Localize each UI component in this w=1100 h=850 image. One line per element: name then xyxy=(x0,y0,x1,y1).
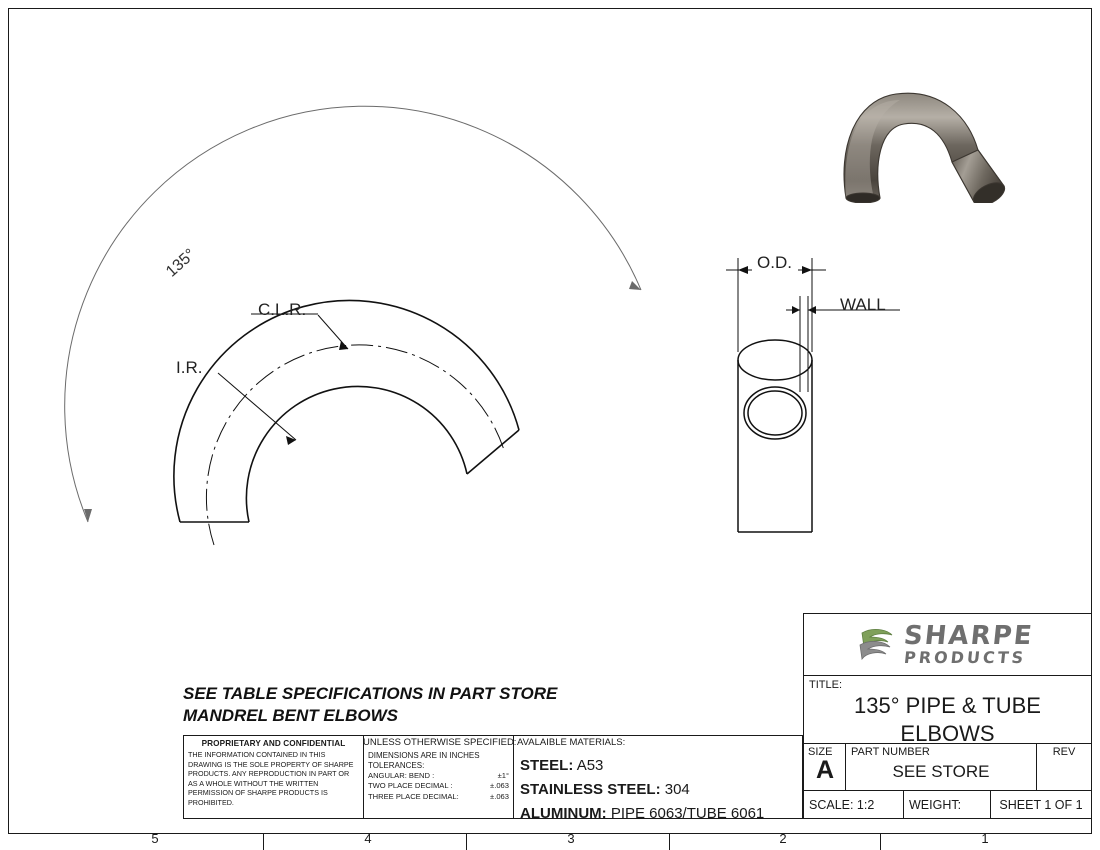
title-field xyxy=(804,676,1091,744)
size-field xyxy=(804,744,846,790)
angle-label: 135° xyxy=(163,245,199,281)
tolerance-row xyxy=(368,792,509,802)
tolerance-row xyxy=(368,771,509,781)
weight-value: WEIGHT: xyxy=(904,791,991,818)
title-block-row-3 xyxy=(804,791,1091,818)
material-label: STAINLESS STEEL: xyxy=(520,780,661,798)
tolerance-row-value: ±.063 xyxy=(490,781,509,791)
logo-wordmark xyxy=(902,621,1036,667)
size-value: A xyxy=(815,756,835,784)
sheet-value: SHEET 1 OF 1 xyxy=(999,797,1083,812)
pipe-end-view xyxy=(738,340,812,532)
angle-construction-arc xyxy=(65,106,641,522)
clr-label: C.L.R. xyxy=(258,300,307,319)
available-materials-header: AVALAIBLE MATERIALS: xyxy=(517,737,626,748)
material-row xyxy=(520,779,796,801)
title-value-line-2: ELBOWS xyxy=(900,720,995,746)
zone-label-2: 2 xyxy=(779,831,787,846)
tolerance-row-name: ANGULAR: BEND : xyxy=(368,771,435,780)
material-value: 304 xyxy=(664,780,690,798)
part-number-field xyxy=(846,744,1037,790)
title-label: TITLE: xyxy=(809,679,843,691)
tolerance-row-name: TWO PLACE DECIMAL : xyxy=(368,781,453,791)
notes-line-1: SEE TABLE SPECIFICATIONS IN PART STORE xyxy=(183,684,558,703)
material-value: A53 xyxy=(576,757,604,774)
title-block-row-2 xyxy=(804,744,1091,791)
tolerance-row-name: THREE PLACE DECIMAL: xyxy=(368,791,459,801)
tolerances-column xyxy=(363,736,517,818)
sharpe-logo-icon xyxy=(856,625,898,665)
tolerance-units: DIMENSIONS ARE IN INCHES xyxy=(368,751,480,760)
tolerance-row-value: ±1° xyxy=(497,771,509,780)
materials-column xyxy=(514,736,802,822)
proprietary-title: PROPRIETARY AND CONFIDENTIAL xyxy=(201,739,346,748)
title-value-line-1: 135° PIPE & TUBE xyxy=(854,693,1041,718)
tolerance-label: TOLERANCES: xyxy=(368,761,425,770)
part-number-value: SEE STORE xyxy=(892,762,990,781)
material-row xyxy=(520,755,796,777)
tolerance-row xyxy=(368,781,509,791)
proprietary-body: THE INFORMATION CONTAINED IN THIS DRAWING IS THE SOLE PROPERTY OF SHARPE PRODUCTS. ANY REPRODUCTION IN PART OR AS A WHOLE WITHOUT THE WRITTEN PERMISSION OF SHARPE PRODUCTS IS PROHIBITED. xyxy=(188,750,354,807)
logo-sub: PRODUCTS xyxy=(903,648,1028,667)
scale-value: SCALE: 1:2 xyxy=(804,791,904,818)
zone-label-4: 4 xyxy=(364,831,372,846)
drawing-notes xyxy=(183,683,603,727)
title-block xyxy=(803,613,1092,819)
elbow-outline xyxy=(174,300,519,522)
title-value xyxy=(804,692,1091,747)
material-label: ALUMINUM: xyxy=(520,804,607,822)
zone-label-3: 3 xyxy=(567,831,575,846)
size-label: SIZE xyxy=(808,746,833,758)
material-value: PIPE 6063/TUBE 6061 xyxy=(610,804,765,822)
center-line-radius-arc xyxy=(206,345,504,545)
ir-label: I.R. xyxy=(176,358,203,377)
material-label: STEEL: xyxy=(520,757,574,774)
material-row xyxy=(520,803,796,825)
zone-label-1: 1 xyxy=(981,831,989,846)
tolerance-row-value: ±.063 xyxy=(490,791,509,801)
wall-label: WALL xyxy=(840,295,886,314)
isometric-elbow-pictorial xyxy=(828,78,1028,203)
unless-otherwise-specified-header: UNLESS OTHERWISE SPECIFIED: xyxy=(363,737,517,748)
rev-label: REV xyxy=(1052,746,1076,758)
logo-brand: SHARPE xyxy=(902,621,1036,651)
od-label: O.D. xyxy=(757,253,792,272)
proprietary-column xyxy=(184,736,364,818)
zone-label-5: 5 xyxy=(151,831,159,846)
company-logo xyxy=(804,614,1091,676)
notes-line-2: MANDREL BENT ELBOWS xyxy=(183,705,399,725)
rev-field xyxy=(1037,744,1091,790)
part-number-label: PART NUMBER xyxy=(851,746,930,758)
